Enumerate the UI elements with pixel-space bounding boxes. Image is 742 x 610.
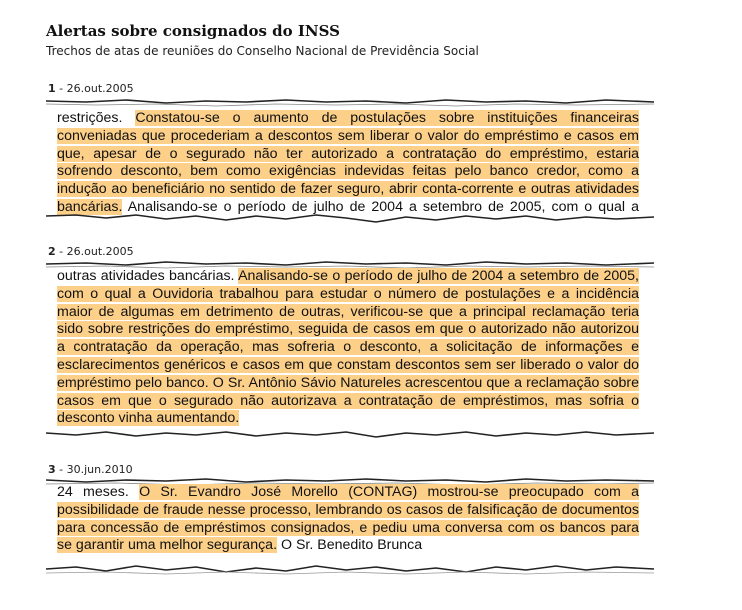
excerpt-3-lead: 24 meses. bbox=[57, 484, 140, 500]
excerpt-2-clipping bbox=[46, 258, 654, 444]
excerpt-3-clipping bbox=[46, 475, 654, 601]
page-subtitle: Trechos de atas de reuniões do Conselho Nacional de Previdência Social bbox=[46, 44, 479, 58]
page-title: Alertas sobre consignados do INSS bbox=[46, 22, 340, 40]
excerpt-1-clipping bbox=[46, 96, 654, 228]
excerpt-1-highlight: Constatou-se o aumento de postulações sobre instituições financeiras conveniadas que procederiam a descontos sem liberar o valor do empréstimo e casos em que, apesar de o segurado não ter autorizado a contratação do empréstimo, estaria sofrendo desconto, bem como exigências indevidas feitas pelo banco credor, como a indução ao beneficiário no sentido de fazer seguro, abrir conta-corrente e outras atividades bancárias. bbox=[57, 110, 639, 215]
excerpt-1-label bbox=[48, 82, 134, 95]
excerpt-3-text bbox=[57, 484, 639, 555]
torn-edge-bottom bbox=[46, 426, 654, 444]
torn-edge-bottom bbox=[46, 210, 654, 228]
excerpt-2-text bbox=[57, 268, 639, 428]
torn-edge-top bbox=[46, 96, 654, 110]
excerpt-1-lead: restrições. bbox=[57, 110, 136, 126]
excerpt-2-lead: outras atividades bancárias. bbox=[57, 268, 239, 284]
excerpt-3-tail: O Sr. Benedito Brunca bbox=[277, 537, 423, 554]
excerpt-1-date: - 26.out.2005 bbox=[59, 82, 134, 95]
excerpt-2-highlight: Analisando-se o período de julho de 2004 a setembro de 2005, com o qual a Ouvidoria trabalhou para estudar o número de postulações e a incidência maior de algumas em detrimento de outras, verificou-se que a principal reclamação teria sido sobre restrições do empréstimo, seguida de casos em que o autorizado não autorizou a contratação da operação, mas sofreria o desconto, a solicitação de informações e esclarecimentos genéricos e casos em que constam descontos sem ser liberado o valor do empréstimo pelo banco. O Sr. Antônio Sávio Natureles acrescentou que a reclamação sobre casos em que o segurado não autorizava a contratação de empréstimos, mas sofria o desconto vinha aumentando. bbox=[57, 268, 639, 427]
torn-edge-bottom bbox=[46, 557, 654, 601]
excerpt-3-date: - 30.jun.2010 bbox=[59, 463, 133, 476]
excerpt-2-number: 2 bbox=[48, 245, 56, 258]
excerpt-1-number: 1 bbox=[48, 82, 56, 95]
excerpt-1-tail: Analisando-se o período de julho de 2004 a setembro de 2005, com o qual a bbox=[127, 198, 639, 215]
excerpt-2-label bbox=[48, 245, 134, 258]
excerpt-2-date: - 26.out.2005 bbox=[59, 245, 134, 258]
excerpt-3-number: 3 bbox=[48, 463, 56, 476]
excerpt-3-highlight: O Sr. Evandro José Morello (CONTAG) mostrou-se preocupado com a possibilidade de fraude nesse processo, lembrando os casos de falsificação de documentos para concessão de empréstimos consignados, e pediu uma conversa com os bancos para se garantir uma melhor segurança. bbox=[57, 484, 639, 554]
